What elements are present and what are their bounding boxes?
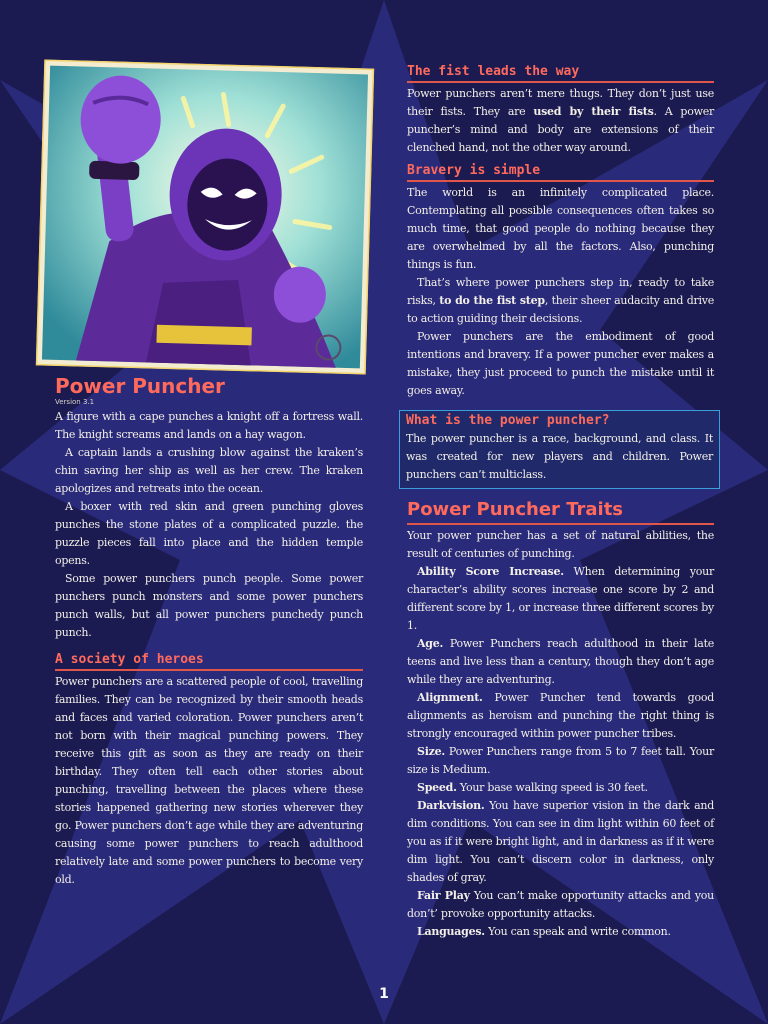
bravery-paragraph: The world is an infinitely complicated place. Contemplating all possible consequences often takes so much time, that good people do nothing because they are overwhelmed by all the factors. Also, punching things is fun. (407, 186, 714, 271)
belt (156, 325, 251, 346)
right-column (407, 64, 714, 941)
info-box-text: The power puncher is a race, background, and class. It was created for new players and children. Power punchers can’t multiclass. (406, 432, 713, 481)
emphasis: used by their fists (533, 105, 654, 118)
info-box (399, 410, 720, 489)
trait-age: Age. Power Punchers reach adulthood in their late teens and live less than a century, though they don’t age while they are adventuring. (407, 637, 714, 686)
version-label: Version 3.1 (55, 398, 95, 406)
page-number: 1 (379, 986, 389, 1002)
traits-intro: Your power puncher has a set of natural abilities, the result of centuries of punching. (407, 529, 714, 560)
trait-size: Size. Power Punchers range from 5 to 7 feet tall. Your size is Medium. (407, 745, 714, 776)
page-title: Power Puncher (55, 374, 225, 398)
trait-alignment: Alignment. Power Puncher tend towards good alignments as heroism and punching the right thing is strongly encouraged within power puncher tribes. (407, 691, 714, 740)
section-heading-bravery: Bravery is simple (407, 163, 714, 182)
fist-paragraph: Power punchers aren’t mere thugs. They don’t just use their fists. They are used by their fists. A power puncher’s mind and body are extensions of their clenched hand, not the other way around. (407, 87, 715, 154)
society-paragraph: Power punchers are a scattered people of cool, travelling families. They can be recognized by their smooth heads and faces and varied coloration. Power punchers aren’t not born with their magical punching powers. They receive this gift as soon as they are ready on their birthday. They often tell each other stories about punching, travelling between the places where these stories happened gathering new stories wherever they go. Power punchers don’t age while they are adventuring causing some power punchers to reach adulthood relatively late and some power punchers to become very old. (55, 675, 363, 886)
section-heading-fist: The fist leads the way (407, 64, 714, 83)
section-heading-society: A society of heroes (55, 652, 363, 671)
intro-paragraph: A captain lands a crushing blow against the kraken’s chin saving her ship as well as her crew. The kraken apologizes and retreats into the ocean. (55, 446, 363, 495)
info-box-title: What is the power puncher? (406, 413, 610, 428)
intro-paragraph: Some power punchers punch people. Some power punchers punch monsters and some power punchers punch walls, but all power punchers punchedy punch punch. (55, 572, 363, 639)
intro-paragraph: A figure with a cape punches a knight off a fortress wall. The knight screams and lands on a hay wagon. (55, 410, 363, 441)
intro-paragraph: A boxer with red skin and green punching gloves punches the stone plates of a complicated puzzle. the puzzle pieces fall into place and the hidden temple opens. (55, 500, 363, 567)
power-puncher-illustration (36, 59, 374, 374)
trait-languages: Languages. You can speak and write common. (417, 925, 671, 938)
emphasis: to do the fist step (439, 294, 545, 307)
left-column (55, 374, 363, 889)
trait-speed: Speed. Your base walking speed is 30 feet. (417, 781, 648, 794)
bravery-paragraph: That’s where power punchers step in, ready to take risks, to do the fist step, their sheer audacity and drive to action guiding their decisions. (407, 276, 714, 325)
trait-darkvision: Darkvision. You have superior vision in the dark and dim conditions. You can see in dim light within 60 feet of you as if it were bright light, and in darkness as if it were dim light. You can’t discern color in darkness, only shades of gray. (407, 799, 714, 884)
trait-ability-score: Ability Score Increase. When determining your character’s ability scores increase one score by 2 and different score by 1, or increase three different scores by 1. (407, 565, 714, 632)
trait-fair-play: Fair Play You can’t make opportunity attacks and you don’t’ provoke opportunity attacks. (407, 889, 714, 920)
traits-heading: Power Puncher Traits (407, 499, 714, 525)
bravery-paragraph: Power punchers are the embodiment of good intentions and bravery. If a power puncher ever makes a mistake, they just proceed to punch the mistake until it goes away. (407, 330, 714, 397)
